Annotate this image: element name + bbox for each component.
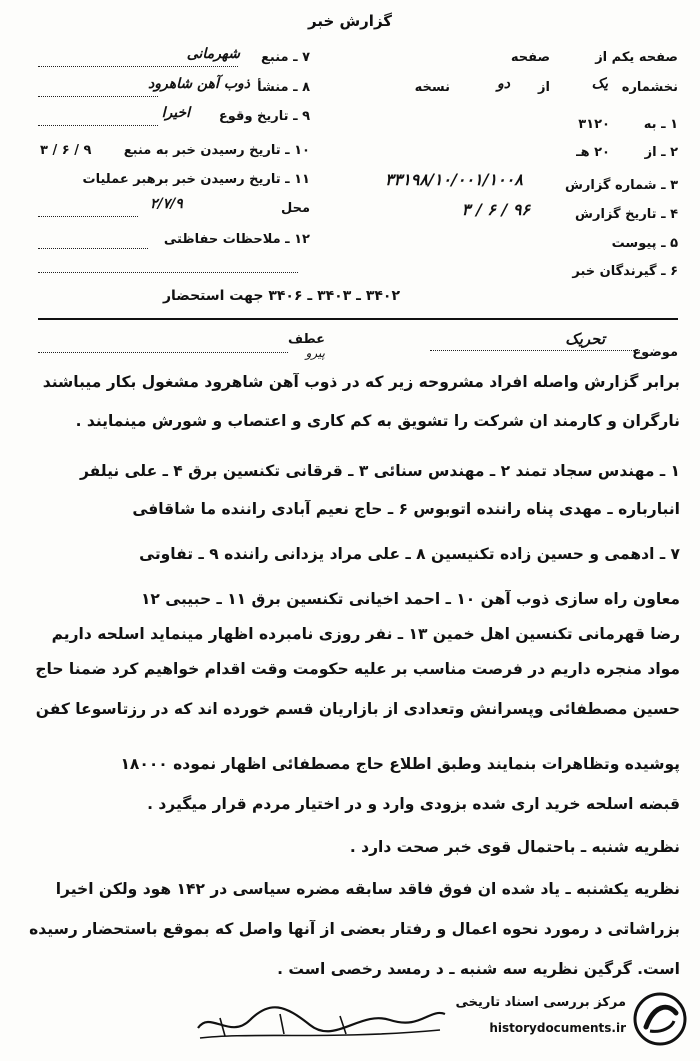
form-field-suffix: صفحه: [510, 50, 550, 65]
form-field-label: نخشماره: [621, 80, 678, 95]
body-line: انبارباره ـ مهدی پناه راننده اتوبوس ۶ ـ حاج نعیم آبادی راننده ما شاقافی: [132, 500, 680, 518]
subject-label: موضوع: [632, 345, 678, 360]
form-field-value: ۲۰ هـ: [576, 145, 610, 160]
reference-label: عطف: [287, 332, 325, 347]
watermark-text: مرکز بررسی اسناد تاریخی: [455, 995, 626, 1010]
header-divider: [38, 318, 678, 320]
form-field-label: ۲ ـ از: [644, 145, 678, 160]
reference-value: پیرو: [305, 346, 325, 360]
form-field-label: ۱۰ ـ تاریخ رسیدن خبر به منبع: [123, 143, 310, 158]
form-field-label: ۷ ـ منبع: [261, 50, 310, 65]
form-field-label: صفحه یکم از: [595, 50, 678, 65]
form-field-label: ۱۱ ـ تاریخ رسیدن خبر برهبر عملیات: [82, 172, 310, 187]
form-field-value: ۳۳۱۹۸/۱۰/۰۰۱/۱۰۰۸: [385, 170, 523, 189]
form-field-label: ۶ ـ گیرندگان خبر: [572, 264, 678, 279]
distribution-line: ۳۴۰۲ ـ ۳۴۰۳ ـ ۳۴۰۶ جهت استحضار: [162, 288, 400, 304]
body-line: مواد منجره داریم در فرصت مناسب بر علیه حکومت وقت اقدام خواهیم کرد ضمنا حاج: [35, 660, 680, 678]
form-field-label: ۵ ـ پیوست: [611, 236, 678, 251]
archive-watermark: [418, 989, 688, 1051]
form-field-label: ۴ ـ تاریخ گزارش: [575, 207, 678, 222]
body-line: حسین مصطفائی وپسرانش وتعدادی از بازاریان قسم خورده اند که در رزتاسوعا کفن: [35, 700, 680, 718]
form-field-value: ۳ / ۶ / ۹: [40, 143, 92, 158]
body-line: قبضه اسلحه خرید اری شده بزودی وارد و در اختیار مردم قرار میگیرد .: [147, 795, 680, 813]
body-line: برابر گزارش واصله افراد مشروحه زیر که در ذوب آهن شاهرود مشغول بکار میباشند: [42, 373, 680, 391]
form-field-label: محل: [280, 201, 310, 216]
form-field-label: ۸ ـ منشأ: [257, 80, 310, 95]
document-title: گزارش خبر: [307, 12, 393, 30]
body-line: ۷ ـ ادهمی و حسین زاده تکنیسین ۸ ـ علی مراد یزدانی راننده ۹ ـ تفاوتی: [139, 545, 680, 563]
form-field-value: دو: [497, 76, 510, 92]
form-field-value: ۳ / ۶ / ۹۶: [461, 200, 530, 219]
form-field-label: ۱۲ ـ ملاحظات حفاظتی: [163, 232, 310, 247]
body-line: است. گرگین نظریه سه شنبه ـ د رمسد رخصی است .: [277, 960, 680, 978]
subject-value: تحریک: [565, 330, 605, 348]
watermark-url: historydocuments.ir: [489, 1021, 626, 1035]
body-line: معاون راه سازی ذوب آهن ۱۰ ـ احمد اخیانی تکنسین برق ۱۱ ـ حبیبی ۱۲: [140, 590, 680, 608]
form-field-value: ذوب آهن شاهرود: [148, 76, 250, 92]
form-field-suffix: نسخه: [414, 80, 450, 95]
form-field-label: ۹ ـ تاریخ وقوع: [218, 109, 310, 124]
body-line: نظریه شنبه ـ باحتمال قوی خبر صحت دارد .: [349, 838, 680, 856]
body-line: رضا قهرمانی تکنسین اهل خمین ۱۳ ـ نفر روزی نامبرده اظهار مینماید اسلحه داریم: [51, 625, 680, 643]
signature-scribble: [190, 990, 450, 1050]
archive-logo-icon: [632, 991, 688, 1047]
form-field-value: یک: [591, 76, 608, 92]
body-line: بزراشاتی د رمورد نحوه اعمال و رفتار بعضی از آنها واصل که بموقع باستحضار رسیده: [29, 920, 680, 938]
body-line: نظریه یکشنبه ـ یاد شده ان فوق فاقد سابقه مضره سیاسی در ۱۴۲ هود ولکن اخیرا: [55, 880, 680, 898]
body-line: ۱ ـ مهندس سجاد تمند ۲ ـ مهندس سنائی ۳ ـ قرقانی تکنسین برق ۴ ـ علی نیلفر: [79, 462, 680, 480]
form-field-label: ۳ ـ شماره گزارش: [564, 178, 678, 193]
body-line: نارگران و کارمند ان شرکت را تشویق به کم کاری و اعتصاب و شورش مینمایند .: [75, 412, 680, 430]
form-field-mid: از: [538, 80, 550, 95]
form-field-value: ۳۱۲۰: [578, 117, 610, 132]
form-field-value: ۲/۷/۹: [150, 196, 183, 212]
form-field-value: شهرمانی: [186, 46, 240, 62]
form-field-label: ۱ ـ به: [643, 117, 678, 132]
body-line: پوشیده وتظاهرات بنمایند وطبق اطلاع حاج مصطفائی اظهار نموده ۱۸۰۰۰: [120, 755, 680, 773]
form-field-value: اخیرا: [161, 105, 190, 121]
